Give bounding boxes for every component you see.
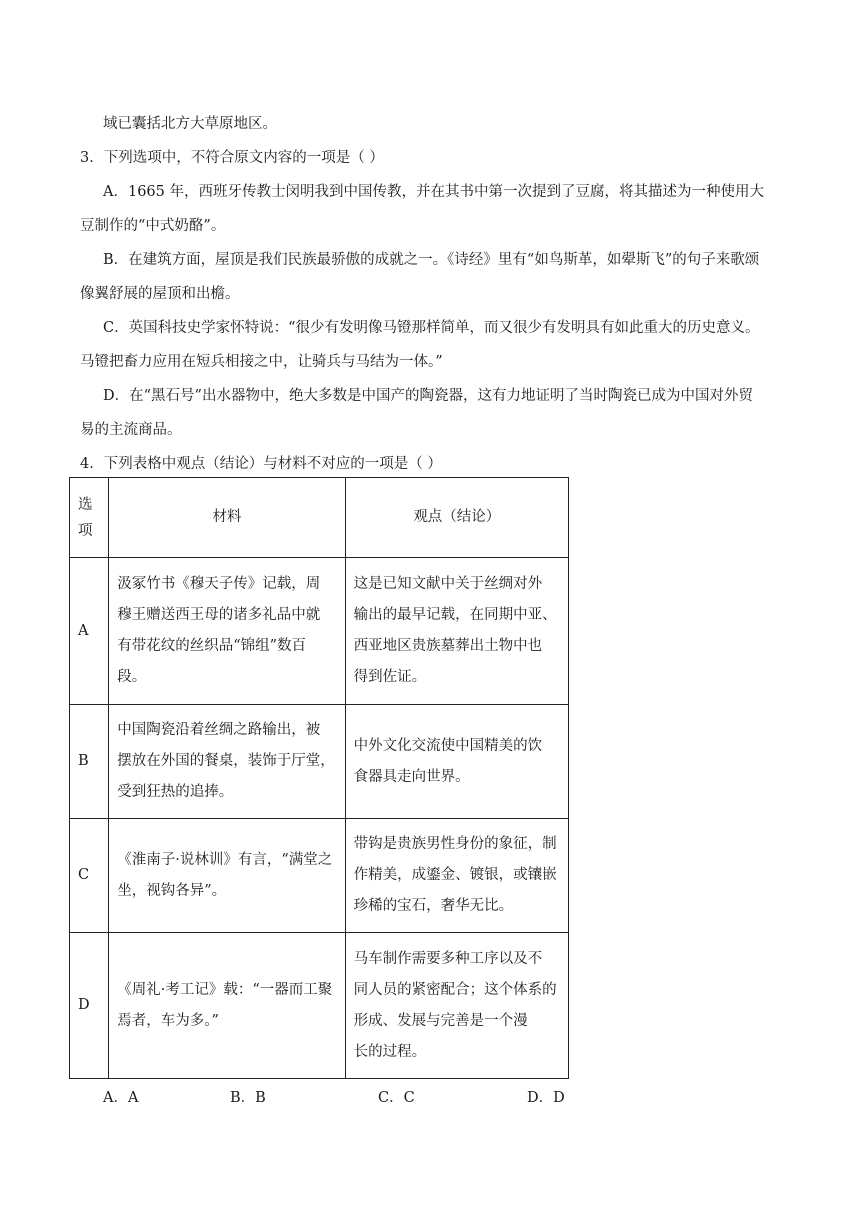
cell-line: 带钩是贵族男性身份的象征，制 — [353, 836, 557, 852]
choice-b[interactable]: B．B — [230, 1090, 266, 1106]
cell-line: 《淮南子·说林训》有言，“满堂之 — [117, 851, 333, 868]
choice-a[interactable]: A．A — [103, 1090, 139, 1106]
q3-option-b-line1: B．在建筑方面，屋顶是我们民族最骄傲的成就之一。《诗经》里有“如鸟斯革，如翚斯飞”的句子来歌颂 — [103, 252, 760, 268]
row-conclusion — [345, 705, 568, 819]
cell-line: 食器具走向世界。 — [353, 768, 470, 785]
cell-line: 形成、发展与完善是一个漫 — [353, 1012, 528, 1029]
q3-option-b-line2: 像翼舒展的屋顶和出檐。 — [80, 286, 240, 302]
cell-line: 段。 — [117, 669, 147, 685]
q3-option-d-line2: 易的主流商品。 — [80, 422, 182, 438]
table-row — [70, 933, 569, 1079]
cell-line: 珍稀的宝石，奢华无比。 — [353, 898, 514, 914]
comparison-table — [69, 477, 569, 1079]
row-material — [109, 933, 345, 1079]
row-option-a: A — [70, 558, 109, 705]
question-3-stem: 3．下列选项中，不符合原文内容的一项是（ ） — [80, 150, 384, 166]
cell-line: 西亚地区贵族墓葬出土物中也 — [353, 638, 543, 654]
row-material — [109, 705, 345, 819]
table-row — [70, 558, 569, 705]
cell-line: 坐，视钩各异”。 — [117, 882, 227, 899]
table-row — [70, 705, 569, 819]
header-option: 选项 — [70, 478, 109, 558]
row-conclusion — [345, 819, 568, 933]
cell-line: 得到佐证。 — [353, 669, 427, 685]
answer-choices — [103, 1086, 583, 1106]
paragraph-continuation: 域已囊括北方大草原地区。 — [103, 116, 277, 132]
header-conclusion: 观点（结论） — [345, 478, 568, 558]
question-4-stem: 4．下列表格中观点（结论）与材料不对应的一项是（ ） — [80, 456, 442, 472]
q3-option-c-line2: 马镫把畜力应用在短兵相接之中，让骑兵与马结为一体。” — [80, 354, 443, 370]
cell-line: 中国陶瓷沿着丝绸之路输出，被 — [117, 722, 321, 738]
row-option-c: C — [70, 819, 109, 933]
row-conclusion — [345, 933, 568, 1079]
cell-line: 同人员的紧密配合；这个体系的 — [353, 981, 557, 998]
cell-line: 焉者，车为多。” — [117, 1012, 219, 1029]
cell-line: 受到狂热的追捧。 — [117, 784, 234, 800]
row-option-d: D — [70, 933, 109, 1079]
cell-line: 作精美，成鎏金、镀银，或镶嵌 — [353, 867, 557, 883]
cell-line: 输出的最早记载，在同期中亚、 — [353, 607, 557, 623]
q3-option-c-line1: C．英国科技史学家怀特说：“很少有发明像马镫那样简单，而又很少有发明具有如此重大的历史意义。 — [103, 320, 760, 336]
q3-option-a-line1: A．1665 年，西班牙传教士闵明我到中国传教，并在其书中第一次提到了豆腐，将其描述为一种使用大 — [103, 184, 764, 200]
cell-line: 中外文化交流使中国精美的饮 — [353, 737, 543, 754]
cell-line: 摆放在外国的餐桌，装饰于厅堂， — [117, 753, 335, 769]
cell-line: 马车制作需要多种工序以及不 — [353, 950, 543, 967]
choice-c[interactable]: C．C — [378, 1090, 415, 1106]
cell-line: 《周礼·考工记》载：“一器而工聚 — [117, 981, 333, 998]
table-header-row — [70, 478, 569, 558]
cell-line: 这是已知文献中关于丝绸对外 — [353, 576, 543, 592]
cell-line: 汲冢竹书《穆天子传》记载，周 — [117, 576, 321, 592]
q3-option-a-line2: 豆制作的“中式奶酪”。 — [80, 218, 226, 234]
row-option-b: B — [70, 705, 109, 819]
cell-line: 长的过程。 — [353, 1043, 427, 1060]
q3-option-d-line1: D．在“黑石号”出水器物中，绝大多数是中国产的陶瓷器，这有力地证明了当时陶瓷已成为中国对外贸 — [103, 388, 753, 404]
row-conclusion — [345, 558, 568, 705]
row-material — [109, 558, 345, 705]
row-material — [109, 819, 345, 933]
header-material: 材料 — [109, 478, 345, 558]
table-row — [70, 819, 569, 933]
choice-d[interactable]: D．D — [527, 1090, 565, 1106]
cell-line: 有带花纹的丝织品“锦组”数百 — [117, 638, 307, 654]
cell-line: 穆王赠送西王母的诸多礼品中就 — [117, 607, 321, 623]
